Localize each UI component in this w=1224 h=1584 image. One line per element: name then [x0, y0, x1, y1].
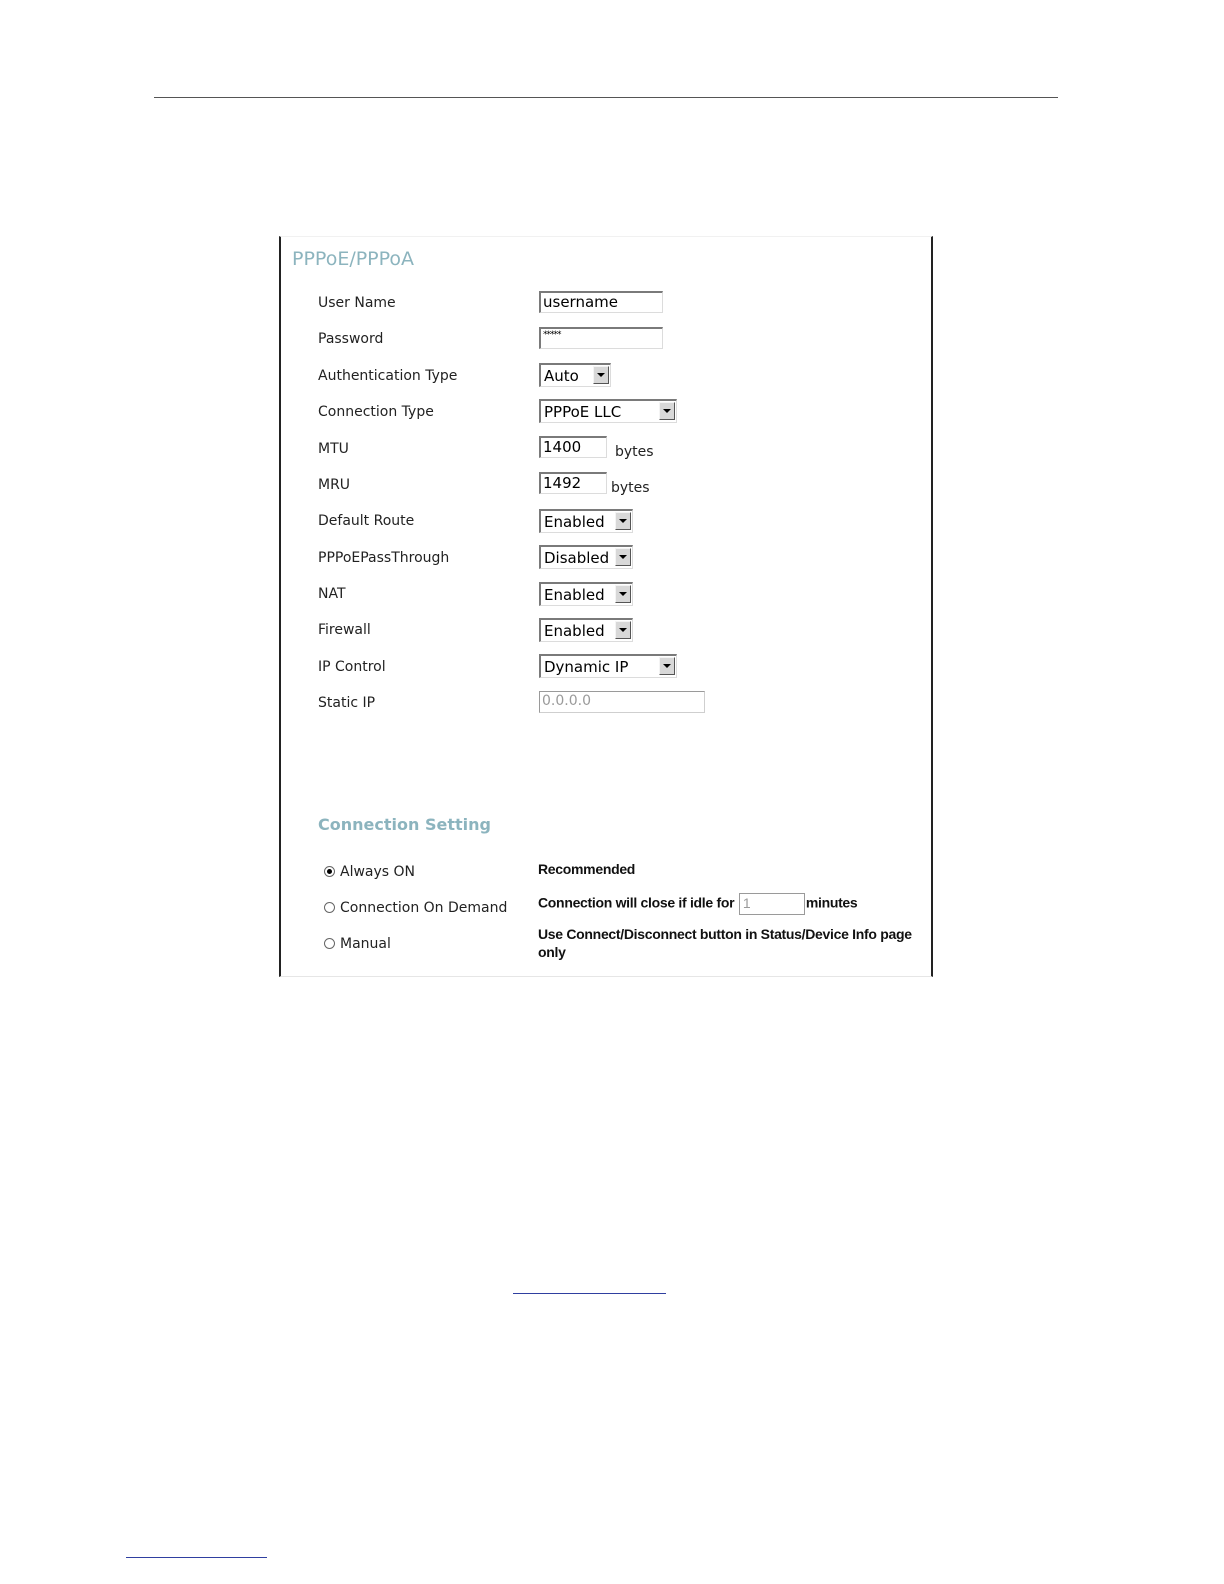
passthrough-select[interactable]: [539, 545, 633, 569]
firewall-select[interactable]: [539, 618, 633, 642]
manual-label: Manual: [340, 936, 391, 952]
nat-label: NAT: [318, 586, 346, 602]
conn-type-value: PPPoE LLC: [544, 403, 622, 421]
on-demand-option[interactable]: [324, 899, 507, 917]
static-ip-input: 0.0.0.0: [539, 691, 705, 713]
on-demand-desc: [538, 893, 857, 915]
chevron-down-icon[interactable]: [659, 402, 675, 420]
passthrough-label: PPPoEPassThrough: [318, 550, 450, 566]
chevron-down-icon[interactable]: [593, 366, 609, 384]
static-ip-label: Static IP: [318, 695, 376, 711]
on-demand-desc-prefix: Connection will close if idle for: [538, 894, 735, 911]
always-on-desc: Recommended: [538, 861, 636, 877]
nat-select[interactable]: [539, 582, 633, 606]
ip-control-value: Dynamic IP: [544, 658, 629, 676]
manual-radio[interactable]: [324, 938, 335, 949]
default-route-value: Enabled: [544, 513, 605, 531]
password-label: Password: [318, 331, 384, 347]
mru-input[interactable]: 1492: [539, 472, 607, 494]
conn-type-label: Connection Type: [318, 404, 434, 420]
mtu-label: MTU: [318, 441, 349, 457]
conn-type-select[interactable]: [539, 399, 677, 423]
mtu-unit: bytes: [615, 444, 654, 460]
mru-label: MRU: [318, 477, 351, 493]
default-route-select[interactable]: [539, 509, 633, 533]
manual-option[interactable]: [324, 935, 391, 953]
on-demand-label: Connection On Demand: [340, 900, 508, 916]
user-name-input[interactable]: username: [539, 291, 663, 313]
chevron-down-icon[interactable]: [615, 621, 631, 639]
ip-control-label: IP Control: [318, 659, 386, 675]
auth-type-label: Authentication Type: [318, 368, 458, 384]
mru-unit: bytes: [611, 480, 650, 496]
manual-desc: Use Connect/Disconnect button in Status/Device Info page only: [538, 926, 912, 960]
mtu-input[interactable]: 1400: [539, 436, 607, 458]
on-demand-radio[interactable]: [324, 902, 335, 913]
pppoe-settings-panel: [279, 236, 933, 977]
link-underline[interactable]: [513, 1293, 666, 1294]
chevron-down-icon[interactable]: [615, 512, 631, 530]
password-input[interactable]: *****: [539, 327, 663, 349]
footnote-underline[interactable]: [126, 1557, 267, 1558]
always-on-radio[interactable]: [324, 866, 335, 877]
always-on-label: Always ON: [340, 864, 416, 880]
on-demand-desc-suffix: minutes: [805, 894, 858, 911]
chevron-down-icon[interactable]: [615, 585, 631, 603]
firewall-value: Enabled: [544, 622, 605, 640]
firewall-label: Firewall: [318, 622, 371, 638]
chevron-down-icon[interactable]: [615, 548, 631, 566]
nat-value: Enabled: [544, 586, 605, 604]
ip-control-select[interactable]: [539, 654, 677, 678]
header-rule: [154, 97, 1058, 98]
default-route-label: Default Route: [318, 513, 415, 529]
idle-minutes-input[interactable]: 1: [739, 893, 805, 915]
passthrough-value: Disabled: [544, 549, 610, 567]
auth-type-select[interactable]: [539, 363, 611, 387]
connection-setting-title: Connection Setting: [318, 815, 491, 834]
chevron-down-icon[interactable]: [659, 657, 675, 675]
always-on-option[interactable]: [324, 863, 415, 881]
user-name-label: User Name: [318, 295, 396, 311]
auth-type-value: Auto: [544, 367, 579, 385]
panel-title: PPPoE/PPPoA: [292, 248, 415, 270]
